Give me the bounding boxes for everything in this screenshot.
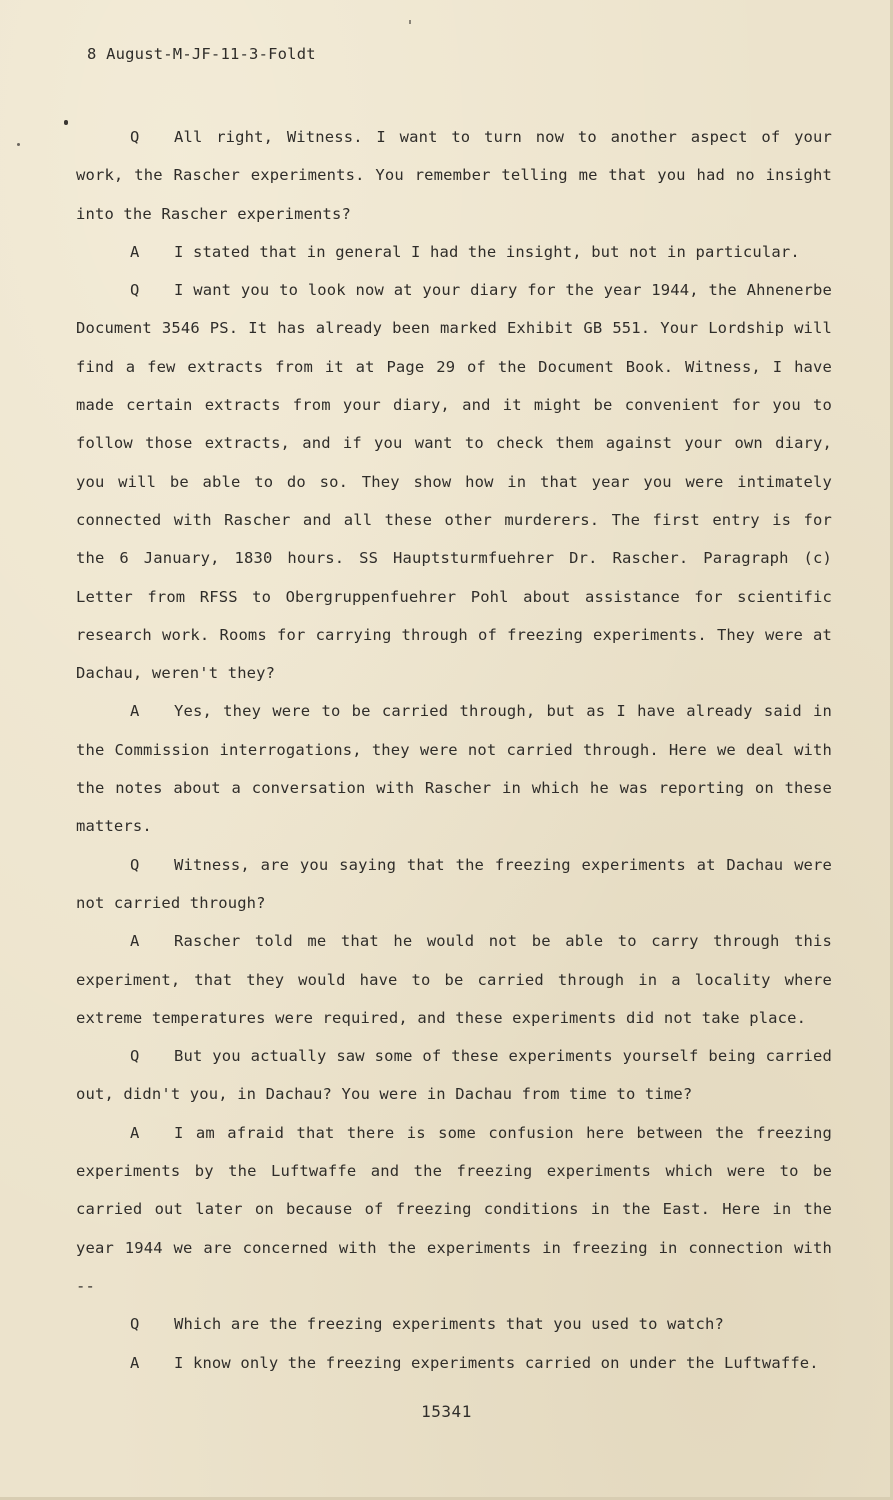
speaker-label: Q [130, 281, 140, 300]
paragraph-text: Which are the freezing experiments that you used to watch? [174, 1315, 724, 1334]
transcript-body [76, 118, 832, 1382]
speaker-label: Q [130, 1315, 140, 1334]
transcript-paragraph [76, 1037, 832, 1114]
paragraph-text: I stated that in general I had the insight, but not in particular. [174, 242, 800, 261]
speaker-label: A [130, 702, 140, 721]
transcript-paragraph [76, 233, 832, 271]
paragraph-text: All right, Witness. I want to turn now to another aspect of your work, the Rascher experiments. You remember telling me that you had no insight into the Rascher experiments? [76, 128, 832, 223]
paragraph-text: Witness, are you saying that the freezing experiments at Dachau were not carried through? [76, 855, 832, 912]
speaker-label: A [130, 1353, 140, 1372]
speaker-label: Q [130, 1047, 140, 1066]
transcript-paragraph [76, 1114, 832, 1305]
speaker-label: A [130, 1123, 140, 1142]
speaker-label: A [130, 932, 140, 951]
transcript-paragraph [76, 922, 832, 1037]
paper-mark [409, 20, 411, 24]
paragraph-text: But you actually saw some of these experiments yourself being carried out, didn't you, in Dachau? You were in Dachau from time to time? [76, 1047, 832, 1104]
paragraph-text: I am afraid that there is some confusion here between the freezing experiments by the Luftwaffe and the freezing experiments which were to be carried out later on because of freezing conditions in the East. Here in the year 1944 we are concerned with the experiments in freezing in connection with -- [76, 1123, 832, 1295]
transcript-paragraph [76, 846, 832, 923]
paragraph-text: Yes, they were to be carried through, but as I have already said in the Commission interrogations, they were not carried through. Here we deal with the notes about a conversation with Rascher in which he was reporting on these matters. [76, 702, 832, 836]
speaker-label: Q [130, 855, 140, 874]
paragraph-text: Rascher told me that he would not be able to carry through this experiment, that they would have to be carried through in a locality where extreme temperatures were required, and these experiments did not take place. [76, 932, 832, 1027]
paragraph-text: I want you to look now at your diary for the year 1944, the Ahnenerbe Document 3546 PS. It has already been marked Exhibit GB 551. Your Lordship will find a few extracts from it at Page 29 of the Document Book. Witness, I have made certain extracts from your diary, and it might be convenient for you to follow those extracts, and if you want to check them against your own diary, you will be able to do so. They show how in that year you were intimately connected with Rascher and all these other murderers. The first entry is for the 6 January, 1830 hours. SS Hauptsturmfuehrer Dr. Rascher. Paragraph (c) Letter from RFSS to Obergruppenfuehrer Pohl about assistance for scientific research work. Rooms for carrying through of freezing experiments. They were at Dachau, weren't they? [76, 281, 832, 683]
speaker-label: Q [130, 128, 140, 146]
margin-mark [64, 120, 68, 125]
transcript-paragraph [76, 1305, 832, 1343]
page-header: 8 August-M-JF-11-3-Foldt [87, 45, 316, 63]
transcript-paragraph [76, 1344, 832, 1382]
paragraph-text: I know only the freezing experiments carried on under the Luftwaffe. [174, 1353, 819, 1372]
transcript-paragraph [76, 118, 832, 233]
speaker-label: A [130, 242, 140, 261]
transcript-paragraph [76, 271, 832, 692]
transcript-paragraph [76, 692, 832, 845]
page-number: 15341 [421, 1402, 472, 1421]
margin-mark-small [17, 143, 20, 146]
